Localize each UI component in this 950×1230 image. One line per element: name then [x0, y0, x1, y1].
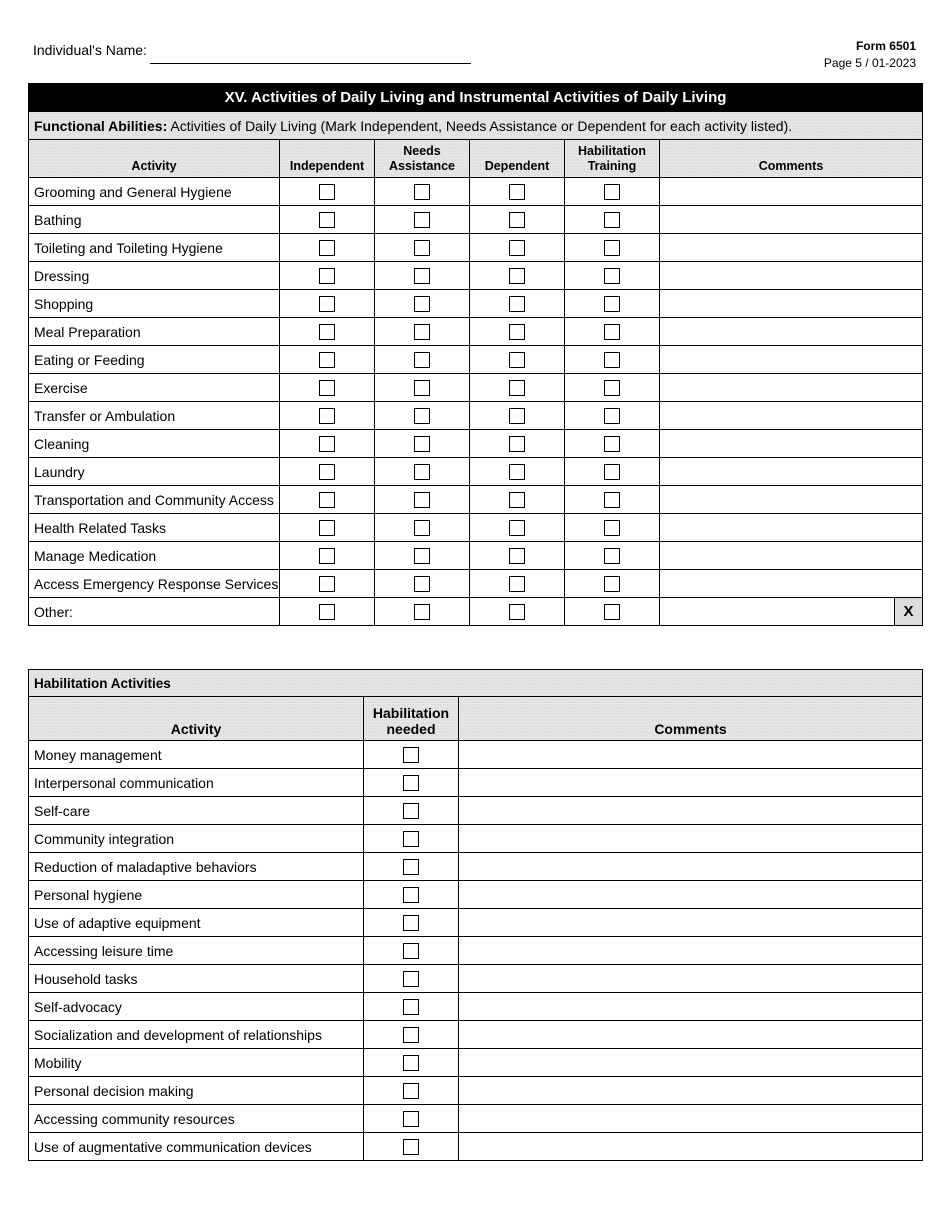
- habilitation-needed-checkbox[interactable]: [403, 747, 419, 763]
- habilitation-needed-checkbox[interactable]: [403, 943, 419, 959]
- hab-activity-label: Interpersonal communication: [29, 769, 364, 797]
- habilitation-row: [29, 825, 923, 853]
- needs-assistance-checkbox[interactable]: [414, 380, 430, 396]
- needs-assistance-checkbox[interactable]: [414, 408, 430, 424]
- adl-needs-assistance-cell: [375, 374, 470, 402]
- adl-comment-field[interactable]: [660, 178, 923, 206]
- adl-row: [29, 346, 923, 374]
- hab-activity-label: Personal hygiene: [29, 881, 364, 909]
- adl-needs-assistance-cell: [375, 290, 470, 318]
- adl-dependent-cell: [470, 514, 565, 542]
- col-header-activity: Activity: [29, 140, 280, 178]
- hab-activity-label: Self-care: [29, 797, 364, 825]
- habilitation-training-checkbox[interactable]: [604, 436, 620, 452]
- individual-name-label: Individual's Name:: [33, 42, 147, 58]
- habilitation-training-checkbox[interactable]: [604, 212, 620, 228]
- dependent-checkbox[interactable]: [509, 324, 525, 340]
- adl-activity-label: Health Related Tasks: [29, 514, 280, 542]
- adl-comment-field[interactable]: [660, 318, 923, 346]
- habilitation-row: [29, 993, 923, 1021]
- hab-col-header-needed: Habilitation needed: [364, 697, 459, 741]
- adl-dependent-cell: [470, 262, 565, 290]
- habilitation-row: [29, 853, 923, 881]
- adl-activity-label: Other:: [29, 598, 280, 626]
- independent-checkbox[interactable]: [319, 324, 335, 340]
- habilitation-needed-checkbox[interactable]: [403, 1139, 419, 1155]
- adl-independent-cell: [280, 430, 375, 458]
- hab-activity-label: Reduction of maladaptive behaviors: [29, 853, 364, 881]
- habilitation-needed-checkbox[interactable]: [403, 915, 419, 931]
- adl-independent-cell: [280, 598, 375, 626]
- hab-needed-cell: [364, 1077, 459, 1105]
- adl-row: [29, 486, 923, 514]
- adl-activity-label: Transfer or Ambulation: [29, 402, 280, 430]
- independent-checkbox[interactable]: [319, 520, 335, 536]
- needs-assistance-checkbox[interactable]: [414, 268, 430, 284]
- adl-comment-field[interactable]: [660, 402, 923, 430]
- adl-dependent-cell: [470, 458, 565, 486]
- habilitation-training-checkbox[interactable]: [604, 576, 620, 592]
- col-header-independent: Independent: [280, 140, 375, 178]
- adl-comment-field[interactable]: [660, 458, 923, 486]
- habilitation-row: [29, 1105, 923, 1133]
- independent-checkbox[interactable]: [319, 492, 335, 508]
- needs-assistance-checkbox[interactable]: [414, 296, 430, 312]
- habilitation-training-checkbox[interactable]: [604, 408, 620, 424]
- adl-dependent-cell: [470, 486, 565, 514]
- habilitation-training-checkbox[interactable]: [604, 604, 620, 620]
- adl-habilitation-training-cell: [565, 318, 660, 346]
- needs-assistance-checkbox[interactable]: [414, 240, 430, 256]
- adl-independent-cell: [280, 402, 375, 430]
- hab-activity-label: Self-advocacy: [29, 993, 364, 1021]
- adl-independent-cell: [280, 570, 375, 598]
- habilitation-training-checkbox[interactable]: [604, 324, 620, 340]
- independent-checkbox[interactable]: [319, 604, 335, 620]
- independent-checkbox[interactable]: [319, 380, 335, 396]
- adl-row: [29, 430, 923, 458]
- habilitation-row: [29, 1077, 923, 1105]
- adl-habilitation-training-cell: [565, 262, 660, 290]
- hab-needed-cell: [364, 881, 459, 909]
- habilitation-training-checkbox[interactable]: [604, 296, 620, 312]
- habilitation-needed-checkbox[interactable]: [403, 859, 419, 875]
- independent-checkbox[interactable]: [319, 296, 335, 312]
- hab-activity-label: Use of adaptive equipment: [29, 909, 364, 937]
- habilitation-training-checkbox[interactable]: [604, 240, 620, 256]
- adl-needs-assistance-cell: [375, 178, 470, 206]
- adl-activity-label: Transportation and Community Access: [29, 486, 280, 514]
- hab-needed-cell: [364, 853, 459, 881]
- adl-comment-field[interactable]: [660, 262, 923, 290]
- adl-habilitation-training-cell: [565, 542, 660, 570]
- adl-row: [29, 290, 923, 318]
- adl-dependent-cell: [470, 234, 565, 262]
- adl-comment-field[interactable]: [660, 234, 923, 262]
- hab-activity-label: Accessing community resources: [29, 1105, 364, 1133]
- adl-comment-field[interactable]: [660, 570, 923, 598]
- adl-needs-assistance-cell: [375, 234, 470, 262]
- adl-section-title: XV. Activities of Daily Living and Instrumental Activities of Daily Living: [29, 84, 923, 112]
- adl-activity-label: Grooming and General Hygiene: [29, 178, 280, 206]
- adl-activity-label: Laundry: [29, 458, 280, 486]
- individual-name-field[interactable]: [150, 63, 471, 64]
- independent-checkbox[interactable]: [319, 212, 335, 228]
- adl-habilitation-training-cell: [565, 570, 660, 598]
- hab-comment-field[interactable]: [459, 853, 923, 881]
- needs-assistance-checkbox[interactable]: [414, 352, 430, 368]
- hab-comment-field[interactable]: [459, 881, 923, 909]
- habilitation-table: [28, 669, 923, 1161]
- adl-habilitation-training-cell: [565, 346, 660, 374]
- hab-needed-cell: [364, 909, 459, 937]
- adl-independent-cell: [280, 486, 375, 514]
- adl-needs-assistance-cell: [375, 346, 470, 374]
- adl-row: [29, 374, 923, 402]
- adl-dependent-cell: [470, 570, 565, 598]
- hab-activity-label: Money management: [29, 741, 364, 769]
- adl-instructions: [29, 112, 923, 140]
- form-meta: [824, 38, 916, 72]
- hab-activity-label: Use of augmentative communication devices: [29, 1133, 364, 1161]
- adl-habilitation-training-cell: [565, 486, 660, 514]
- adl-needs-assistance-cell: [375, 206, 470, 234]
- adl-habilitation-training-cell: [565, 206, 660, 234]
- hab-comment-field[interactable]: [459, 1105, 923, 1133]
- adl-needs-assistance-cell: [375, 570, 470, 598]
- hab-needed-cell: [364, 993, 459, 1021]
- habilitation-needed-checkbox[interactable]: [403, 887, 419, 903]
- dependent-checkbox[interactable]: [509, 212, 525, 228]
- needs-assistance-checkbox[interactable]: [414, 492, 430, 508]
- hab-needed-cell: [364, 965, 459, 993]
- adl-comment-field[interactable]: [660, 430, 923, 458]
- habilitation-needed-checkbox[interactable]: [403, 1083, 419, 1099]
- habilitation-needed-checkbox[interactable]: [403, 1111, 419, 1127]
- adl-dependent-cell: [470, 346, 565, 374]
- adl-instructions-bold: Functional Abilities:: [34, 117, 168, 134]
- adl-row: [29, 262, 923, 290]
- adl-independent-cell: [280, 458, 375, 486]
- adl-row: [29, 598, 923, 626]
- adl-comment-field[interactable]: [660, 206, 923, 234]
- adl-activity-label: Dressing: [29, 262, 280, 290]
- adl-needs-assistance-cell: [375, 262, 470, 290]
- adl-activity-label: Eating or Feeding: [29, 346, 280, 374]
- needs-assistance-checkbox[interactable]: [414, 604, 430, 620]
- adl-independent-cell: [280, 318, 375, 346]
- habilitation-training-checkbox[interactable]: [604, 184, 620, 200]
- independent-checkbox[interactable]: [319, 436, 335, 452]
- independent-checkbox[interactable]: [319, 240, 335, 256]
- habilitation-training-checkbox[interactable]: [604, 464, 620, 480]
- adl-habilitation-training-cell: [565, 598, 660, 626]
- hab-comment-field[interactable]: [459, 965, 923, 993]
- adl-activity-label: Shopping: [29, 290, 280, 318]
- adl-habilitation-training-cell: [565, 234, 660, 262]
- adl-independent-cell: [280, 262, 375, 290]
- adl-independent-cell: [280, 514, 375, 542]
- needs-assistance-checkbox[interactable]: [414, 548, 430, 564]
- hab-comment-field[interactable]: [459, 741, 923, 769]
- adl-needs-assistance-cell: [375, 514, 470, 542]
- habilitation-needed-checkbox[interactable]: [403, 831, 419, 847]
- hab-needed-cell: [364, 1133, 459, 1161]
- adl-habilitation-training-cell: [565, 178, 660, 206]
- dependent-checkbox[interactable]: [509, 604, 525, 620]
- adl-dependent-cell: [470, 318, 565, 346]
- independent-checkbox[interactable]: [319, 576, 335, 592]
- hab-comment-field[interactable]: [459, 993, 923, 1021]
- hab-comment-field[interactable]: [459, 797, 923, 825]
- dependent-checkbox[interactable]: [509, 240, 525, 256]
- adl-activity-label: Exercise: [29, 374, 280, 402]
- adl-row: [29, 514, 923, 542]
- adl-habilitation-training-cell: [565, 374, 660, 402]
- adl-row: [29, 542, 923, 570]
- adl-habilitation-training-cell: [565, 514, 660, 542]
- hab-comment-field[interactable]: [459, 937, 923, 965]
- habilitation-training-checkbox[interactable]: [604, 352, 620, 368]
- habilitation-needed-checkbox[interactable]: [403, 775, 419, 791]
- adl-habilitation-training-cell: [565, 402, 660, 430]
- hab-activity-label: Socialization and development of relationships: [29, 1021, 364, 1049]
- habilitation-row: [29, 1021, 923, 1049]
- adl-dependent-cell: [470, 178, 565, 206]
- dependent-checkbox[interactable]: [509, 268, 525, 284]
- hab-col-header-comments: Comments: [459, 697, 923, 741]
- adl-independent-cell: [280, 374, 375, 402]
- adl-needs-assistance-cell: [375, 318, 470, 346]
- habilitation-row: [29, 1049, 923, 1077]
- adl-comment-field[interactable]: [660, 598, 923, 626]
- independent-checkbox[interactable]: [319, 548, 335, 564]
- adl-activity-label: Access Emergency Response Services: [29, 570, 280, 598]
- adl-independent-cell: [280, 290, 375, 318]
- adl-dependent-cell: [470, 290, 565, 318]
- adl-row: [29, 206, 923, 234]
- adl-activity-label: Toileting and Toileting Hygiene: [29, 234, 280, 262]
- adl-independent-cell: [280, 346, 375, 374]
- hab-needed-cell: [364, 1105, 459, 1133]
- needs-assistance-checkbox[interactable]: [414, 324, 430, 340]
- adl-dependent-cell: [470, 206, 565, 234]
- hab-activity-label: Accessing leisure time: [29, 937, 364, 965]
- hab-activity-label: Mobility: [29, 1049, 364, 1077]
- clear-x-button[interactable]: X: [894, 598, 922, 625]
- needs-assistance-checkbox[interactable]: [414, 184, 430, 200]
- adl-independent-cell: [280, 234, 375, 262]
- hab-comment-field[interactable]: [459, 909, 923, 937]
- hab-activity-label: Household tasks: [29, 965, 364, 993]
- dependent-checkbox[interactable]: [509, 520, 525, 536]
- adl-activity-label: Meal Preparation: [29, 318, 280, 346]
- dependent-checkbox[interactable]: [509, 548, 525, 564]
- col-header-comments: Comments: [660, 140, 923, 178]
- adl-activity-label: Cleaning: [29, 430, 280, 458]
- adl-needs-assistance-cell: [375, 542, 470, 570]
- needs-assistance-checkbox[interactable]: [414, 520, 430, 536]
- adl-row: [29, 318, 923, 346]
- habilitation-needed-checkbox[interactable]: [403, 971, 419, 987]
- dependent-checkbox[interactable]: [509, 184, 525, 200]
- adl-row: [29, 570, 923, 598]
- adl-dependent-cell: [470, 598, 565, 626]
- adl-dependent-cell: [470, 374, 565, 402]
- adl-activity-label: Bathing: [29, 206, 280, 234]
- adl-activity-label: Manage Medication: [29, 542, 280, 570]
- hab-needed-cell: [364, 825, 459, 853]
- hab-activity-label: Personal decision making: [29, 1077, 364, 1105]
- dependent-checkbox[interactable]: [509, 296, 525, 312]
- habilitation-row: [29, 741, 923, 769]
- hab-comment-field[interactable]: [459, 1077, 923, 1105]
- adl-needs-assistance-cell: [375, 458, 470, 486]
- adl-habilitation-training-cell: [565, 458, 660, 486]
- hab-needed-cell: [364, 769, 459, 797]
- adl-row: [29, 402, 923, 430]
- hab-needed-cell: [364, 1049, 459, 1077]
- hab-needed-cell: [364, 741, 459, 769]
- dependent-checkbox[interactable]: [509, 352, 525, 368]
- hab-needed-cell: [364, 1021, 459, 1049]
- adl-comment-field[interactable]: [660, 542, 923, 570]
- needs-assistance-checkbox[interactable]: [414, 576, 430, 592]
- adl-comment-field[interactable]: [660, 374, 923, 402]
- adl-needs-assistance-cell: [375, 430, 470, 458]
- adl-table: [28, 83, 923, 626]
- hab-activity-label: Community integration: [29, 825, 364, 853]
- adl-row: [29, 458, 923, 486]
- form-number: Form 6501: [855, 39, 916, 53]
- habilitation-row: [29, 1133, 923, 1161]
- hab-comment-field[interactable]: [459, 1021, 923, 1049]
- habilitation-row: [29, 909, 923, 937]
- hab-comment-field[interactable]: [459, 1133, 923, 1161]
- needs-assistance-checkbox[interactable]: [414, 212, 430, 228]
- habilitation-row: [29, 769, 923, 797]
- col-header-dependent: Dependent: [470, 140, 565, 178]
- habilitation-needed-checkbox[interactable]: [403, 1055, 419, 1071]
- dependent-checkbox[interactable]: [509, 380, 525, 396]
- adl-comment-field[interactable]: [660, 514, 923, 542]
- adl-dependent-cell: [470, 402, 565, 430]
- adl-comment-field[interactable]: [660, 486, 923, 514]
- adl-dependent-cell: [470, 542, 565, 570]
- col-header-needs-assistance: Needs Assistance: [375, 140, 470, 178]
- adl-comment-field[interactable]: [660, 290, 923, 318]
- dependent-checkbox[interactable]: [509, 464, 525, 480]
- dependent-checkbox[interactable]: [509, 576, 525, 592]
- habilitation-row: [29, 965, 923, 993]
- habilitation-needed-checkbox[interactable]: [403, 1027, 419, 1043]
- hab-comment-field[interactable]: [459, 1049, 923, 1077]
- hab-comment-field[interactable]: [459, 825, 923, 853]
- habilitation-training-checkbox[interactable]: [604, 380, 620, 396]
- hab-needed-cell: [364, 937, 459, 965]
- dependent-checkbox[interactable]: [509, 436, 525, 452]
- dependent-checkbox[interactable]: [509, 408, 525, 424]
- hab-needed-cell: [364, 797, 459, 825]
- adl-needs-assistance-cell: [375, 486, 470, 514]
- independent-checkbox[interactable]: [319, 464, 335, 480]
- hab-comment-field[interactable]: [459, 769, 923, 797]
- habilitation-training-checkbox[interactable]: [604, 548, 620, 564]
- adl-needs-assistance-cell: [375, 402, 470, 430]
- habilitation-row: [29, 937, 923, 965]
- habilitation-training-checkbox[interactable]: [604, 492, 620, 508]
- page-info: Page 5 / 01-2023: [823, 56, 916, 70]
- adl-dependent-cell: [470, 430, 565, 458]
- independent-checkbox[interactable]: [319, 268, 335, 284]
- needs-assistance-checkbox[interactable]: [414, 464, 430, 480]
- habilitation-training-checkbox[interactable]: [604, 520, 620, 536]
- adl-instructions-text: Activities of Daily Living (Mark Independent, Needs Assistance or Dependent for each activity listed).: [167, 117, 793, 134]
- adl-habilitation-training-cell: [565, 290, 660, 318]
- independent-checkbox[interactable]: [319, 184, 335, 200]
- habilitation-needed-checkbox[interactable]: [403, 803, 419, 819]
- adl-independent-cell: [280, 542, 375, 570]
- habilitation-section-title: Habilitation Activities: [29, 670, 923, 697]
- adl-row: [29, 178, 923, 206]
- adl-comment-field[interactable]: [660, 346, 923, 374]
- habilitation-training-checkbox[interactable]: [604, 268, 620, 284]
- adl-independent-cell: [280, 178, 375, 206]
- independent-checkbox[interactable]: [319, 408, 335, 424]
- habilitation-needed-checkbox[interactable]: [403, 999, 419, 1015]
- adl-row: [29, 234, 923, 262]
- adl-habilitation-training-cell: [565, 430, 660, 458]
- adl-needs-assistance-cell: [375, 598, 470, 626]
- dependent-checkbox[interactable]: [509, 492, 525, 508]
- habilitation-row: [29, 881, 923, 909]
- adl-independent-cell: [280, 206, 375, 234]
- col-header-habilitation-training: Habilitation Training: [565, 140, 660, 178]
- needs-assistance-checkbox[interactable]: [414, 436, 430, 452]
- habilitation-row: [29, 797, 923, 825]
- hab-col-header-activity: Activity: [29, 697, 364, 741]
- independent-checkbox[interactable]: [319, 352, 335, 368]
